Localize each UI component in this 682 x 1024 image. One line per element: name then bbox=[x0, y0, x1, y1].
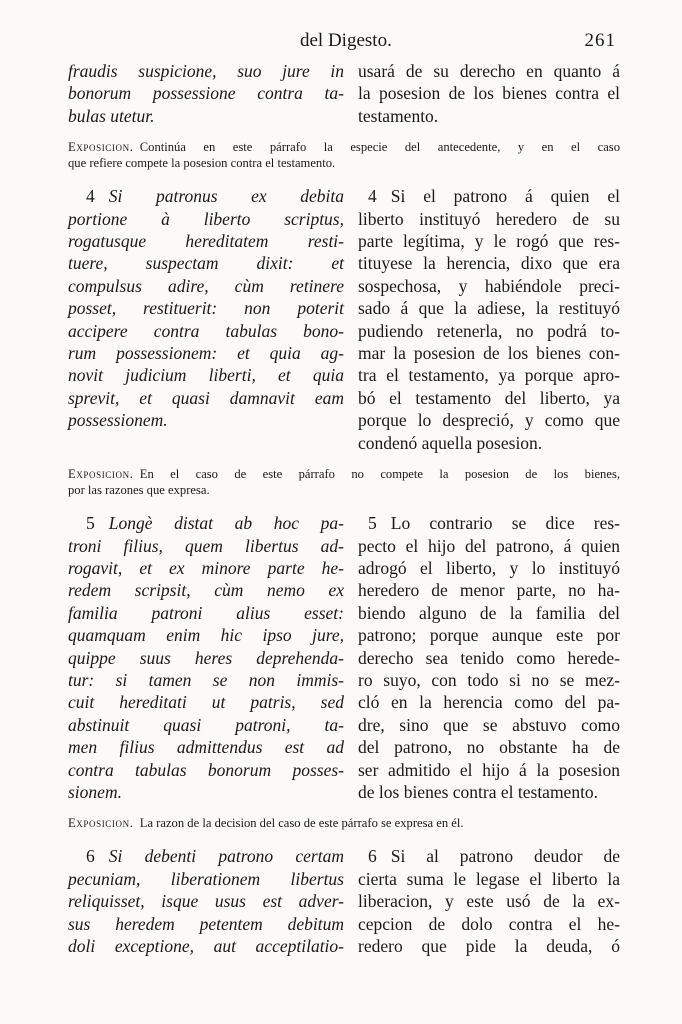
text-line: compulsus adire, cùm retinere bbox=[68, 275, 344, 296]
page bbox=[68, 30, 620, 957]
latin-text-column bbox=[68, 60, 344, 127]
text-line: testamento. bbox=[358, 105, 439, 126]
text-line: mar la posesion de los bienes con- bbox=[358, 343, 620, 364]
text-line: rum possessionem: et quia ag- bbox=[68, 343, 344, 364]
text-line: 4 Si el patrono á quien el bbox=[368, 186, 620, 207]
spanish-text-column bbox=[358, 512, 620, 803]
latin-text-column bbox=[68, 845, 344, 957]
text-line: posset, restituerit: non poterit bbox=[68, 298, 344, 319]
text-line: quamquam enim hic ipso jure, bbox=[68, 625, 344, 646]
text-line: 5 Lo contrario se dice res- bbox=[368, 513, 620, 534]
text-line: ser admitido el hijo á la posesion bbox=[358, 759, 620, 780]
paragraph-number: 5 bbox=[86, 513, 95, 534]
text-line: de los bienes contra el testamento. bbox=[358, 781, 599, 802]
text-line: 5 Longè distat ab hoc pa- bbox=[86, 513, 344, 534]
exposicion-label: Exposicion. bbox=[68, 467, 134, 482]
paragraph-number: 6 bbox=[368, 846, 377, 867]
running-header bbox=[68, 30, 620, 56]
text-line: condenó aquella posesion. bbox=[358, 432, 543, 453]
text-line: cló en la herencia como del pa- bbox=[358, 692, 620, 713]
text-line: abstinuit quasi patroni, ta- bbox=[68, 714, 344, 735]
exposicion-note bbox=[68, 139, 620, 171]
latin-text-column bbox=[68, 185, 344, 454]
text-line: 4 Si patronus ex debita bbox=[86, 186, 344, 207]
text-line: dre, sino que se abstuvo como bbox=[358, 714, 620, 735]
text-line: porque lo despreció, y como que bbox=[358, 410, 620, 431]
text-line: la posesion de los bienes contra el bbox=[358, 83, 620, 104]
note-line: Exposicion. Continúa en este párrafo la especie del antecedente, y en el caso bbox=[68, 140, 620, 155]
paragraph-pair bbox=[68, 512, 620, 803]
note-line: por las razones que expresa. bbox=[68, 483, 210, 498]
text-line: parte legítima, y le rogó que res- bbox=[358, 231, 620, 252]
spanish-text-column bbox=[358, 845, 620, 957]
text-line: men filius admittendus est ad bbox=[68, 737, 344, 758]
text-line: novit judicium liberti, et quia bbox=[68, 365, 344, 386]
text-line: sus heredem petentem debitum bbox=[68, 913, 344, 934]
text-line: rogatusque hereditatem resti- bbox=[68, 231, 344, 252]
text-line: accipere contra tabulas bono- bbox=[68, 320, 344, 341]
text-line: sprevit, et quasi damnavit eam bbox=[68, 387, 344, 408]
text-line: 6 Si al patrono deudor de bbox=[368, 846, 620, 867]
text-line: sospechosa, y habiéndole preci- bbox=[358, 275, 620, 296]
paragraph-number: 4 bbox=[368, 186, 377, 207]
text-line: 6 Si debenti patrono certam bbox=[86, 846, 344, 867]
note-line: Exposicion. En el caso de este párrafo no compete la posesion de los bienes, bbox=[68, 467, 620, 482]
page-body bbox=[68, 60, 620, 957]
text-line: fraudis suspicione, suo jure in bbox=[68, 61, 344, 81]
text-line: adrogó el liberto, y lo instituyó bbox=[358, 557, 620, 578]
text-line: doli exceptione, aut acceptilatio- bbox=[68, 936, 344, 956]
text-line: liberto instituyó heredero de su bbox=[358, 208, 620, 229]
exposicion-label: Exposicion. bbox=[68, 816, 134, 831]
paragraph-pair bbox=[68, 185, 620, 454]
text-line: liberacion, y este usó de la ex- bbox=[358, 891, 620, 912]
text-line: tra el testamento, ya porque apro- bbox=[358, 365, 620, 386]
text-line: familia patroni alius esset: bbox=[68, 602, 344, 623]
text-line: tituyese la herencia, dixo que era bbox=[358, 253, 620, 274]
text-line: sado á que la adiese, la restituyó bbox=[358, 298, 620, 319]
text-line: ro suyo, con todo si no se mez- bbox=[358, 669, 620, 690]
exposicion-note bbox=[68, 815, 620, 831]
text-line: portione à liberto scriptus, bbox=[68, 208, 344, 229]
text-line: pudiendo retenerla, no podrá to- bbox=[358, 320, 620, 341]
note-line: que refiere compete la posesion contra el testamento. bbox=[68, 156, 336, 171]
text-line: biendo alguno de la familia del bbox=[358, 602, 620, 623]
text-line: heredero de menor parte, no ha- bbox=[358, 580, 620, 601]
paragraph-number: 4 bbox=[86, 186, 95, 207]
text-line: usará de su derecho en quanto á bbox=[358, 61, 620, 81]
exposicion-label: Exposicion. bbox=[68, 140, 134, 155]
text-line: del patrono, no obstante ha de bbox=[358, 737, 620, 758]
text-line: bó el testamento del liberto, ya bbox=[358, 387, 620, 408]
text-line: redero que pide la deuda, ó bbox=[358, 936, 620, 956]
text-line: contra tabulas bonorum posses- bbox=[68, 759, 344, 780]
text-line: bonorum possessione contra ta- bbox=[68, 83, 344, 104]
spanish-text-column bbox=[358, 185, 620, 454]
text-line: cuit hereditati ut patris, sed bbox=[68, 692, 344, 713]
paragraph-pair bbox=[68, 60, 620, 127]
text-line: troni filius, quem libertus ad- bbox=[68, 535, 344, 556]
text-line: redem scripsit, cùm nemo ex bbox=[68, 580, 344, 601]
text-line: rogavit, et ex minore parte he- bbox=[68, 557, 344, 578]
text-line: tuere, suspectam dixit: et bbox=[68, 253, 344, 274]
exposicion-note bbox=[68, 466, 620, 498]
spanish-text-column bbox=[358, 60, 620, 127]
running-title: del Digesto. bbox=[300, 30, 392, 51]
text-line: bulas utetur. bbox=[68, 105, 155, 126]
text-line: cierta suma le legase el liberto la bbox=[358, 868, 620, 889]
text-line: reliquisset, isque usus est adver- bbox=[68, 891, 344, 912]
note-line: Exposicion. La razon de la decision del caso de este párrafo se expresa en él. bbox=[68, 816, 464, 831]
latin-text-column bbox=[68, 512, 344, 803]
text-line: derecho sea tenido como herede- bbox=[358, 647, 620, 668]
text-line: pecuniam, liberationem libertus bbox=[68, 868, 344, 889]
text-line: sionem. bbox=[68, 781, 122, 802]
text-line: possessionem. bbox=[68, 410, 168, 431]
paragraph-pair bbox=[68, 845, 620, 957]
text-line: pecto el hijo del patrono, á quien bbox=[358, 535, 620, 556]
text-line: cepcion de dolo contra el he- bbox=[358, 913, 620, 934]
text-line: patrono; porque aunque este por bbox=[358, 625, 620, 646]
paragraph-number: 6 bbox=[86, 846, 95, 867]
text-line: tur: si tamen se non immis- bbox=[68, 669, 344, 690]
paragraph-number: 5 bbox=[368, 513, 377, 534]
page-number: 261 bbox=[584, 30, 616, 51]
text-line: quippe suus heres deprehenda- bbox=[68, 647, 344, 668]
